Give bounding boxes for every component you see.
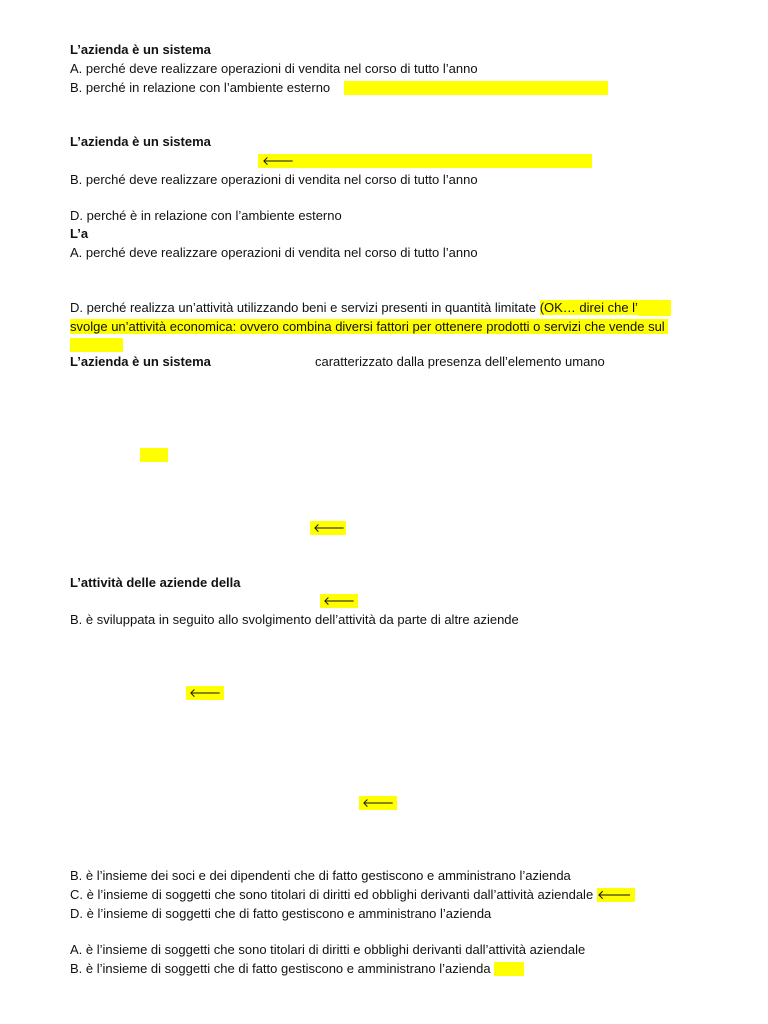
left-arrow-icon: 🡐 bbox=[323, 594, 356, 608]
question-6-option-c bbox=[70, 887, 635, 903]
question-4-title: L’azienda è un sistema bbox=[70, 354, 211, 369]
question-1-option-b: B. perché in relazione con l’ambiente esterno bbox=[70, 80, 331, 95]
question-6-option-c-text: C. è l’insieme di soggetti che sono titolari di diritti ed obblighi derivanti dall’attività aziendale bbox=[70, 887, 594, 902]
question-2-title: L’azienda è un sistema bbox=[70, 134, 211, 149]
question-7-option-b bbox=[70, 961, 524, 977]
question-5-title: L’attività delle aziende della bbox=[70, 575, 241, 590]
answer-highlight bbox=[140, 448, 168, 462]
left-arrow-icon: 🡐 bbox=[189, 686, 222, 700]
comment-highlight-tail bbox=[638, 300, 671, 316]
question-3-option-d bbox=[70, 300, 671, 316]
answer-highlight bbox=[344, 81, 608, 95]
left-arrow-icon: 🡐 bbox=[596, 887, 632, 902]
question-3-comment bbox=[70, 319, 668, 335]
question-4-option: caratterizzato dalla presenza dell’elemento umano bbox=[315, 354, 605, 369]
comment-highlight bbox=[70, 338, 123, 352]
question-7-option-a: A. è l’insieme di soggetti che sono titolari di diritti e obblighi derivanti dall’attività aziendale bbox=[70, 942, 586, 957]
question-3-option-a: A. perché deve realizzare operazioni di vendita nel corso di tutto l’anno bbox=[70, 245, 478, 260]
question-6-option-d: D. è l’insieme di soggetti che di fatto gestiscono e amministrano l’azienda bbox=[70, 906, 492, 921]
comment-highlight: svolge un’attività economica: ovvero combina diversi fattori per ottenere prodotti o servizi che vende sul bbox=[70, 319, 665, 334]
question-3-option-d-text: D. perché realizza un’attività utilizzando beni e servizi presenti in quantità limitate bbox=[70, 300, 540, 315]
answer-highlight bbox=[310, 521, 346, 535]
answer-highlight bbox=[494, 962, 524, 976]
left-arrow-icon: 🡐 bbox=[362, 796, 395, 810]
left-arrow-icon: 🡐 bbox=[262, 154, 295, 168]
answer-highlight bbox=[359, 796, 397, 810]
question-2-option-d: D. perché è in relazione con l’ambiente esterno bbox=[70, 208, 342, 223]
comment-highlight: (OK… direi che l’ bbox=[539, 300, 638, 315]
question-5-option-b: B. è sviluppata in seguito allo svolgimento dell’attività da parte di altre aziende bbox=[70, 612, 519, 627]
question-1-option-a: A. perché deve realizzare operazioni di vendita nel corso di tutto l’anno bbox=[70, 61, 478, 76]
answer-highlight bbox=[186, 686, 224, 700]
answer-highlight bbox=[258, 154, 592, 168]
question-7-option-b-text: B. è l’insieme di soggetti che di fatto gestiscono e amministrano l’azienda bbox=[70, 961, 491, 976]
question-1-title: L’azienda è un sistema bbox=[70, 42, 211, 57]
question-6-option-b: B. è l’insieme dei soci e dei dipendenti che di fatto gestiscono e amministrano l’azienda bbox=[70, 868, 571, 883]
question-3-title: L’a bbox=[70, 226, 89, 241]
left-arrow-icon: 🡐 bbox=[313, 521, 346, 535]
answer-highlight bbox=[320, 594, 358, 608]
question-2-option-b: B. perché deve realizzare operazioni di vendita nel corso di tutto l’anno bbox=[70, 172, 478, 187]
answer-highlight bbox=[597, 888, 635, 902]
